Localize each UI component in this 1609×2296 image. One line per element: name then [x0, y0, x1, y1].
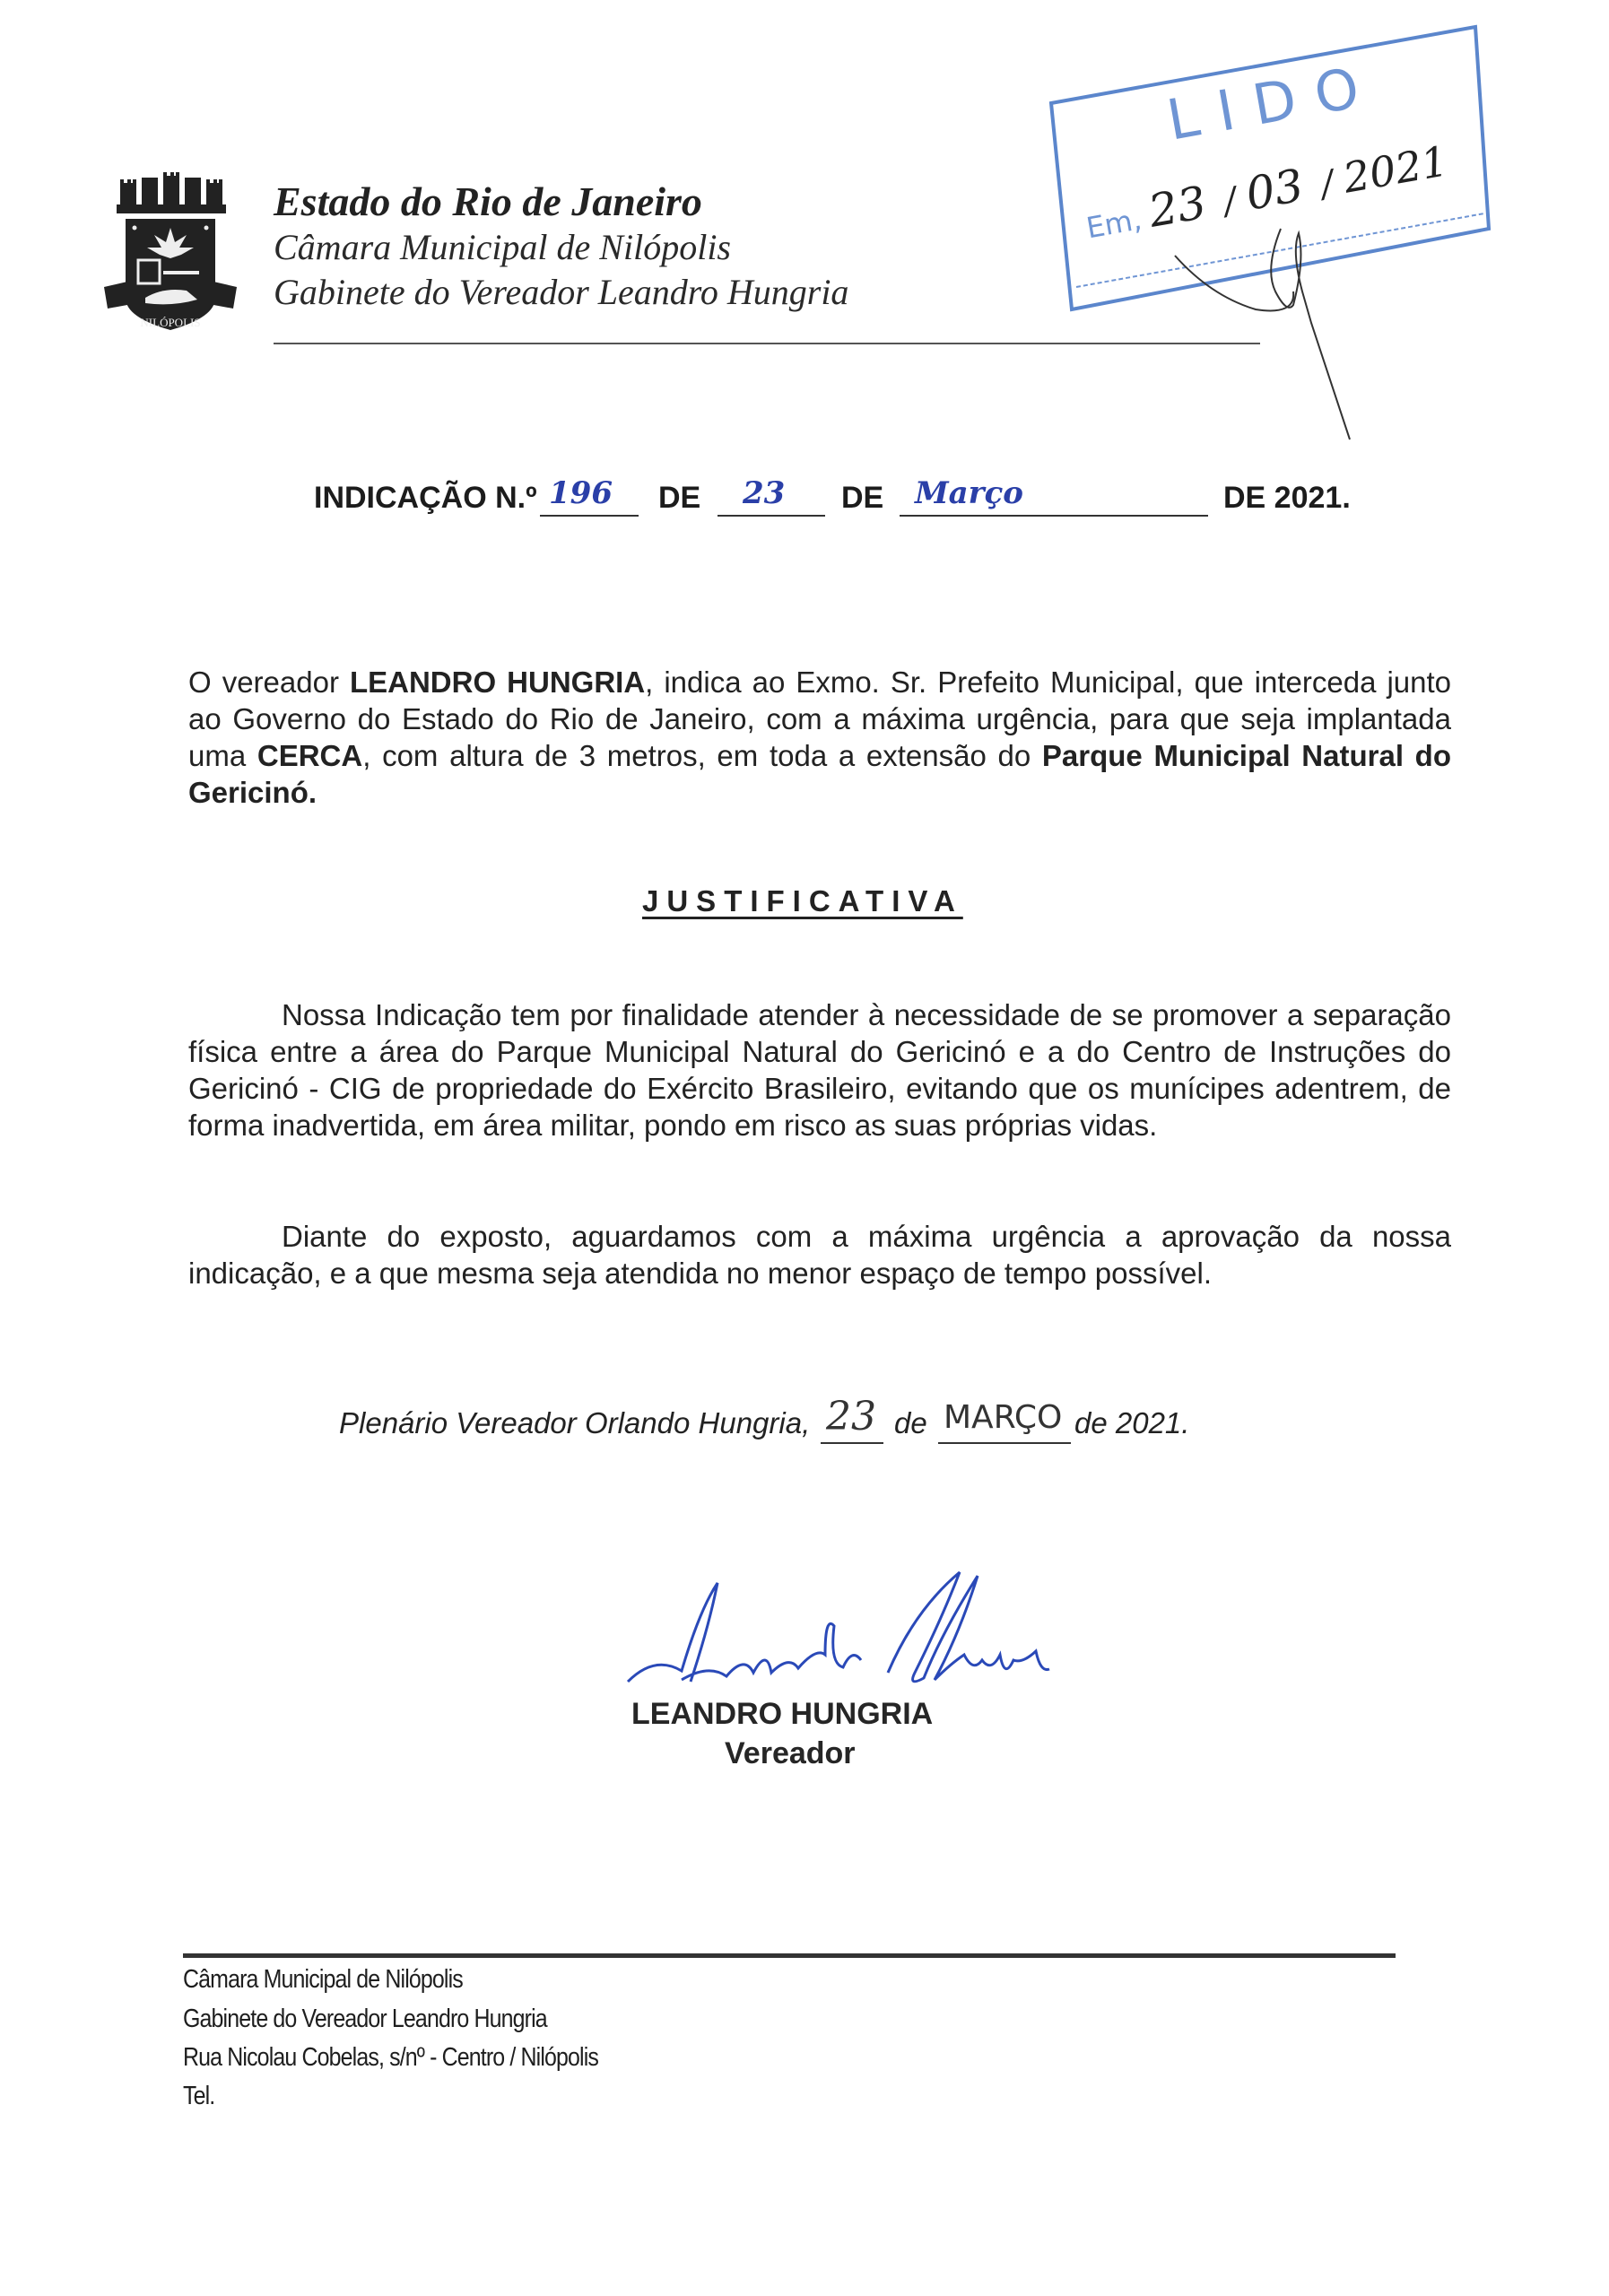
- signer-role: Vereador: [725, 1736, 856, 1770]
- header-chamber: Câmara Municipal de Nilópolis: [274, 227, 731, 267]
- indicacao-de-2: DE: [841, 481, 884, 515]
- header-office: Gabinete do Vereador Leandro Hungria: [274, 272, 849, 312]
- indicacao-day: 23: [743, 475, 786, 511]
- signature-handwritten: [619, 1565, 1058, 1691]
- stamp-prefix: Em,: [1083, 202, 1144, 246]
- body-text: , com altura de 3 metros, em toda a extensão do: [362, 739, 1042, 772]
- emphasis-text: Parque Municipal Natural do Gericinó: [188, 739, 1451, 809]
- stamp-day: 23: [1144, 176, 1211, 238]
- header-state: Estado do Rio de Janeiro: [274, 178, 702, 224]
- justification-title: JUSTIFICATIVA: [642, 884, 963, 918]
- body-text: O vereador: [188, 665, 350, 699]
- svg-text:/: /: [1220, 179, 1240, 223]
- place-date-line: [339, 1390, 1335, 1462]
- stamp-month: 03: [1241, 159, 1308, 221]
- stamp-title: LIDO: [1161, 51, 1384, 153]
- closing-month: MARÇO: [944, 1399, 1063, 1436]
- indicacao-month: Março: [915, 475, 1023, 511]
- day-blank: [718, 515, 825, 517]
- closing-day: 23: [826, 1394, 876, 1439]
- indicacao-line: [314, 474, 1372, 527]
- emphasis-text: LEANDRO HUNGRIA: [349, 665, 646, 699]
- number-blank: [540, 515, 639, 517]
- stamp-year: 2021: [1339, 136, 1452, 203]
- footer-chamber: Câmara Municipal de Nilópolis: [183, 1965, 463, 1994]
- emphasis-text: CERCA: [257, 739, 363, 772]
- place-text: Plenário Vereador Orlando Hungria,: [339, 1406, 811, 1439]
- svg-text:/: /: [1318, 162, 1337, 206]
- indicacao-de-1: DE: [658, 481, 701, 515]
- indicacao-label: INDICAÇÃO N.º: [314, 481, 537, 515]
- footer-divider: [183, 1953, 1396, 1958]
- indicacao-number: 196: [549, 475, 613, 511]
- closing-de: de: [894, 1406, 927, 1439]
- signer-name: LEANDRO HUNGRIA: [631, 1697, 934, 1731]
- closing-day-blank: [821, 1442, 883, 1444]
- closing-year: de 2021.: [1074, 1406, 1190, 1439]
- crest-label: NILÓPOLIS: [140, 316, 201, 329]
- indicacao-paragraph: [188, 664, 1451, 811]
- emphasis-text: .: [308, 776, 317, 809]
- footer-address: Rua Nicolau Cobelas, s/nº - Centro / Nilópolis: [183, 2043, 599, 2072]
- lido-stamp: [1040, 18, 1543, 448]
- closing-paragraph: Diante do exposto, aguardamos com a máxima urgência a aprovação da nossa indicação, e a que mesma seja atendida no menor espaço de tempo possível.: [188, 1220, 1451, 1290]
- closing-month-blank: [938, 1442, 1071, 1444]
- footer-office: Gabinete do Vereador Leandro Hungria: [183, 2005, 547, 2033]
- month-blank: [900, 515, 1208, 517]
- coat-of-arms-logo: [100, 172, 240, 339]
- footer-phone: Tel.: [183, 2082, 215, 2110]
- indicacao-year: DE 2021.: [1223, 481, 1351, 515]
- body-text: , indica ao Exmo. Sr. Prefeito Municipal, que interceda junto ao Governo do Estado do Rio de Janeiro, com a máxima urgência, para que seja implantada uma: [188, 665, 1452, 772]
- justification-paragraph: Nossa Indicação tem por finalidade atender à necessidade de se promover a separação física entre a área do Parque Municipal Natural do Gericinó e a do Centro de Instruções do Gericinó - CIG de propriedade do Exército Brasileiro, evitando que os munícipes adentrem, de forma inadvertida, em área militar, pondo em risco as suas próprias vidas.: [188, 998, 1451, 1142]
